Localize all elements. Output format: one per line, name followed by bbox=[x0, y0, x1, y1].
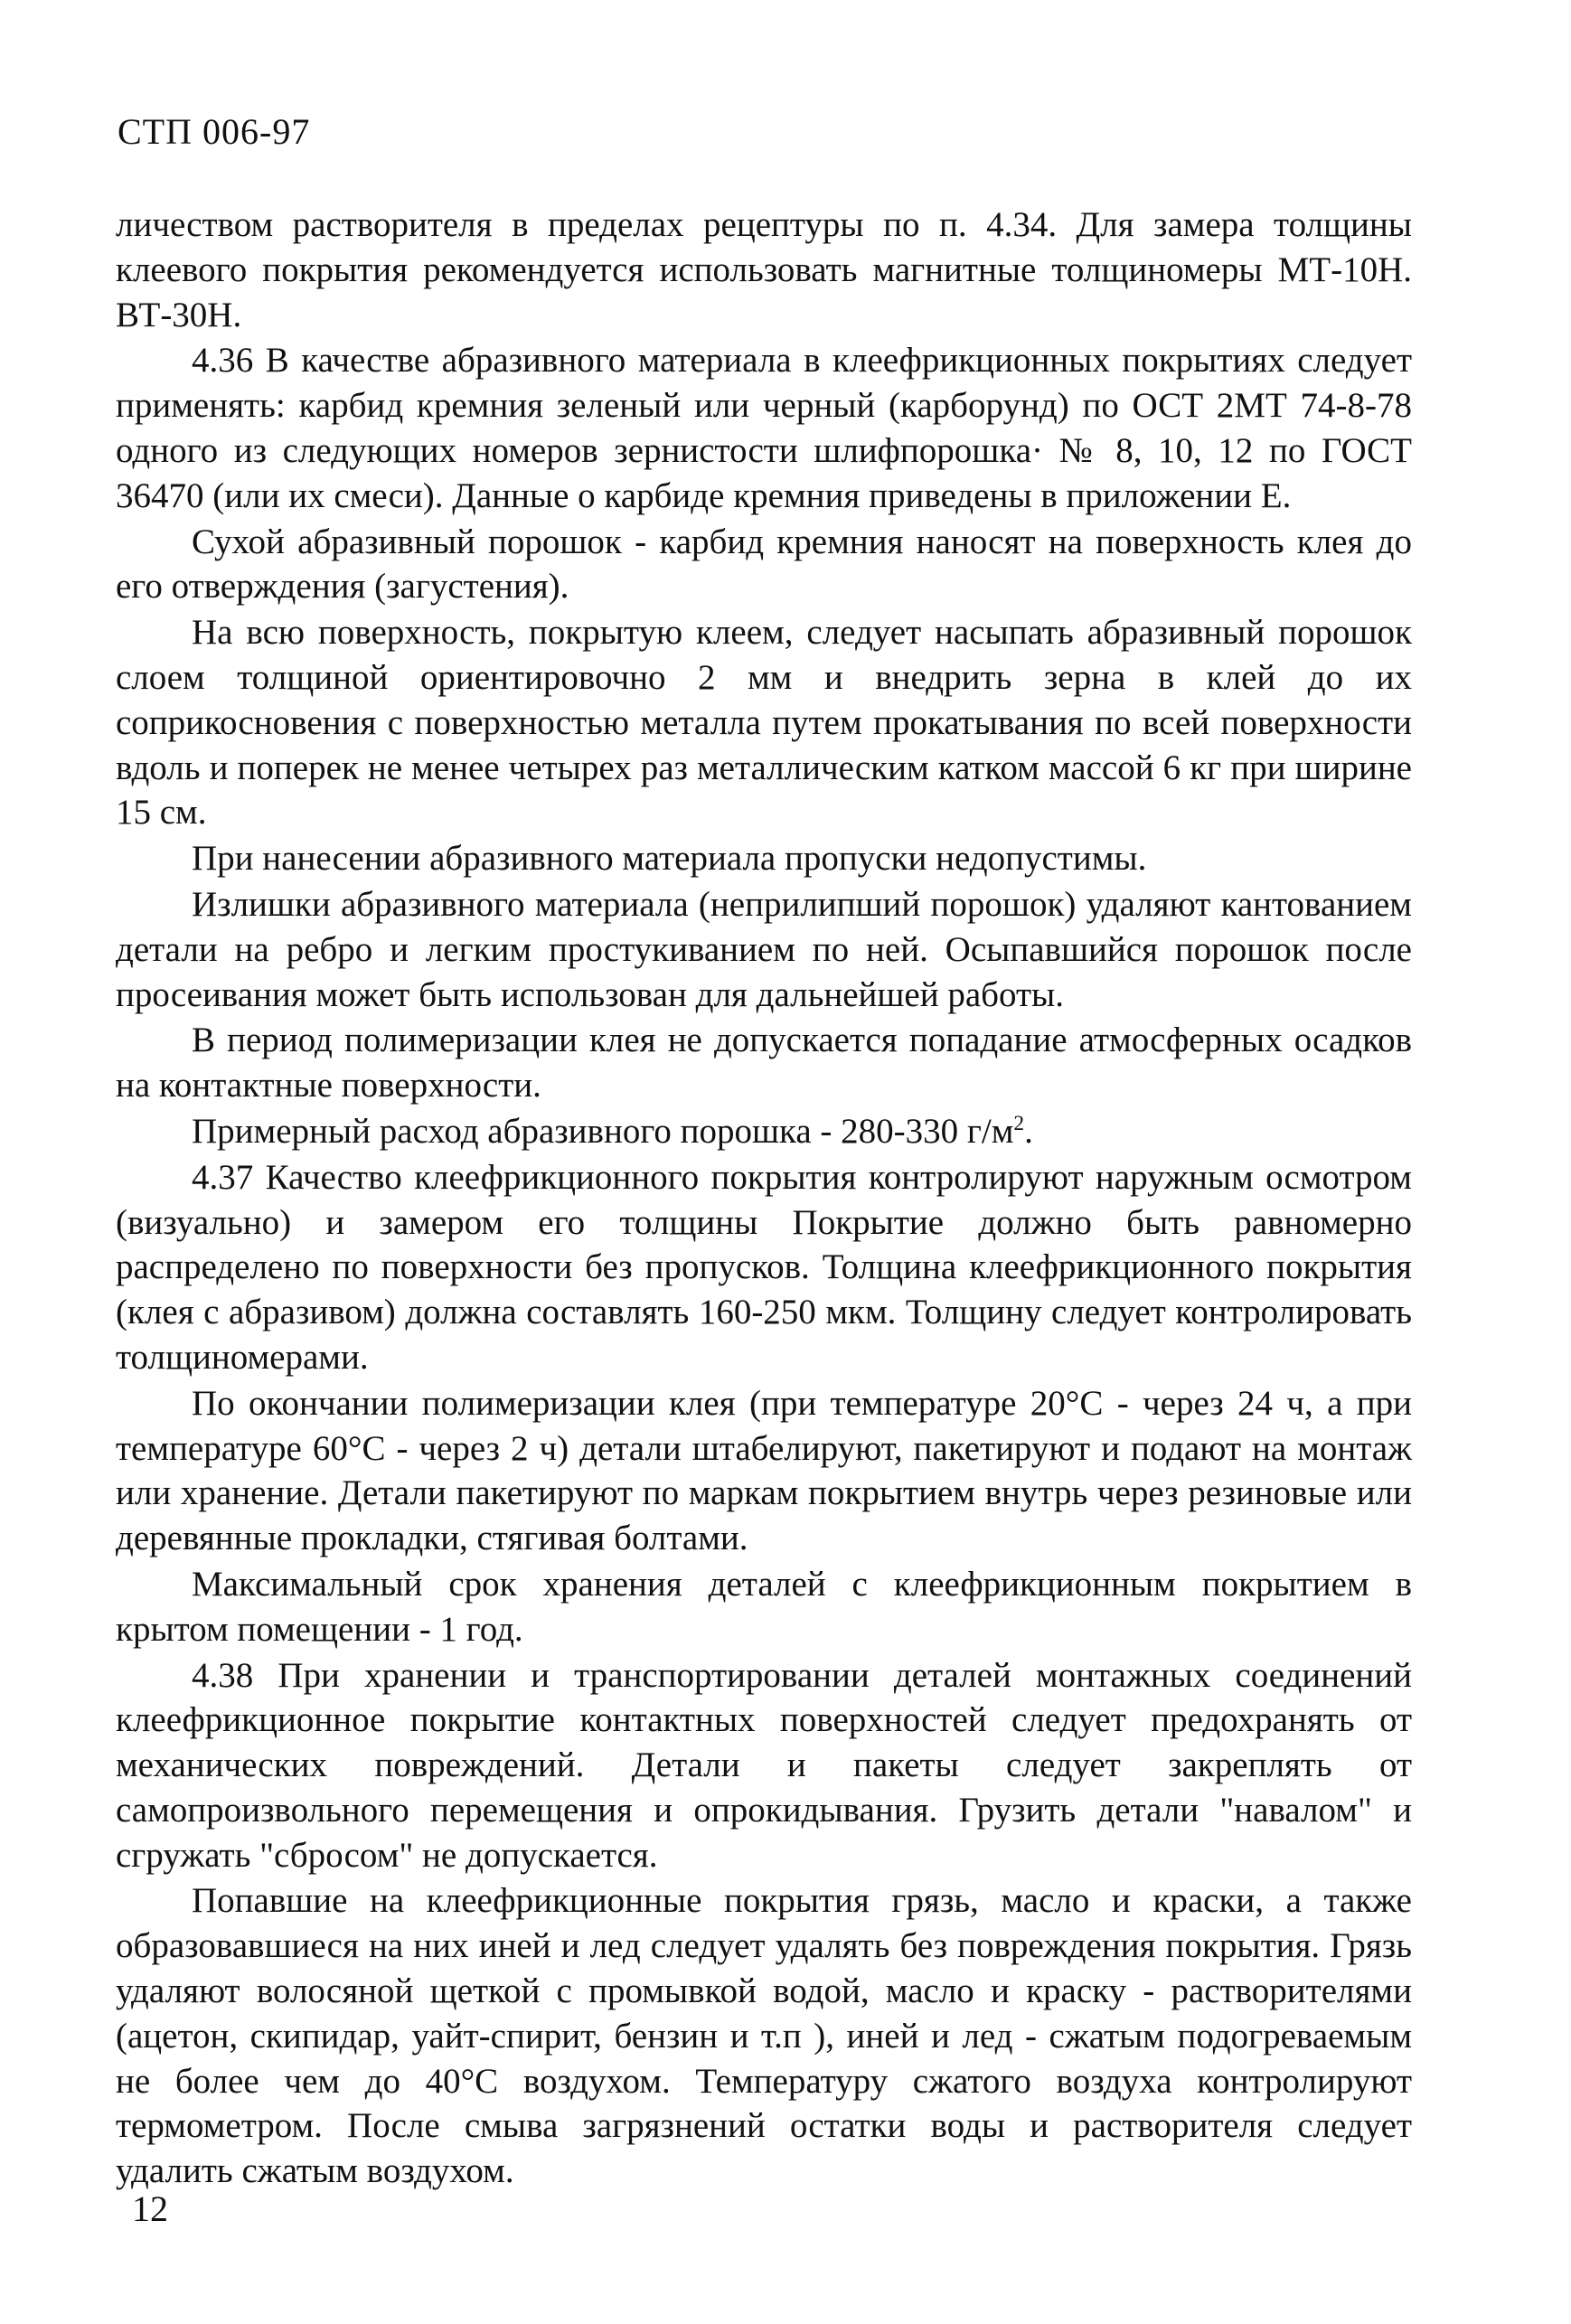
consumption-tail: . bbox=[1024, 1111, 1033, 1151]
consumption-superscript: 2 bbox=[1013, 1111, 1025, 1135]
document-code-header: СТП 006-97 bbox=[118, 111, 311, 152]
paragraph-4-36: 4.36 В качестве абразивного материала в клеефрикционных покрытиях следует применять: карбид кремния зеленый или черный (карборунд) по ОСТ 2МТ 74-8-78 одного из следующих номеров зернистости шлифпорошка· № 8, 10, 12 по ГОСТ 36470 (или их смеси). Данные о карбиде кремния приведены в приложении Е. bbox=[116, 341, 1412, 515]
paragraph-consumption bbox=[116, 1109, 1412, 1154]
paragraph-apply-powder: На всю поверхность, покрытую клеем, следует насыпать абразивный порошок слоем толщиной ориентировочно 2 мм и внедрить зерна в клей до их соприкосновения с поверхностью металла путем прокатывания по всей поверхности вдоль и поперек не менее четырех раз металлическим катком массой 6 кг при ширине 15 см. bbox=[116, 613, 1412, 833]
paragraph-4-37: 4.37 Качество клеефрикционного покрытия контролируют наружным осмотром (визуально) и замером его толщины Покрытие должно быть равномерно распределено по поверхности без пропусков. Толщина клеефрикционного покрытия (клея с абразивом) должна составлять 160-250 мкм. Толщину следует контролировать толщиномерами. bbox=[116, 1157, 1412, 1377]
paragraph-no-gaps: При нанесении абразивного материала пропуски недопустимы. bbox=[192, 839, 1147, 879]
page-number: 12 bbox=[132, 2188, 168, 2229]
paragraph-continuation: личеством растворителя в пределах рецептуры по п. 4.34. Для замера толщины клеевого покрытия рекомендуется использовать магнитные толщиномеры МТ-10Н. ВТ-30Н. bbox=[116, 205, 1412, 334]
paragraph-4-38: 4.38 При хранении и транспортировании деталей монтажных соединений клеефрикционное покрытие контактных поверхностей следует предохранять от механических повреждений. Детали и пакеты следует закреплять от самопроизвольного перемещения и опрокидывания. Грузить детали "навалом" и сгружать "сбросом" не допускается. bbox=[116, 1655, 1412, 1875]
paragraph-precipitation: В период полимеризации клея не допускается попадание атмосферных осадков на контактные поверхности. bbox=[116, 1021, 1412, 1106]
paragraph-storage-term: Максимальный срок хранения деталей с клеефрикционным покрытием в крытом помещении - 1 год. bbox=[116, 1564, 1412, 1649]
consumption-text: Примерный расход абразивного порошка - 280-330 г/м bbox=[192, 1111, 1014, 1151]
paragraph-dry-abrasive: Сухой абразивный порошок - карбид кремния наносят на поверхность клея до его отверждения (загустения). bbox=[116, 522, 1412, 607]
paragraph-excess-powder: Излишки абразивного материала (неприлипший порошок) удаляют кантованием детали на ребро и легким простукиванием по ней. Осыпавшийся порошок после просеивания может быть использован для дальнейшей работы. bbox=[116, 884, 1412, 1014]
paragraph-polymerization: По окончании полимеризации клея (при температуре 20°С - через 24 ч, а при температуре 60°С - через 2 ч) детали штабелируют, пакетируют и подают на монтаж или хранение. Детали пакетируют по маркам покрытием внутрь через резиновые или деревянные прокладки, стягивая болтами. bbox=[116, 1383, 1412, 1558]
document-body bbox=[116, 202, 1412, 2194]
paragraph-contamination: Попавшие на клеефрикционные покрытия грязь, масло и краски, а также образовавшиеся на них иней и лед следует удалять без повреждения покрытия. Грязь удаляют волосяной щеткой с промывкой водой, масло и краску - растворителями (ацетон, скипидар, уайт-спирит, бензин и т.п ), иней и лед - сжатым подогреваемым не более чем до 40°С воздухом. Температуру сжатого воздуха контролируют термометром. После смыва загрязнений остатки воды и растворителя следует удалить сжатым воздухом. bbox=[116, 1881, 1412, 2191]
